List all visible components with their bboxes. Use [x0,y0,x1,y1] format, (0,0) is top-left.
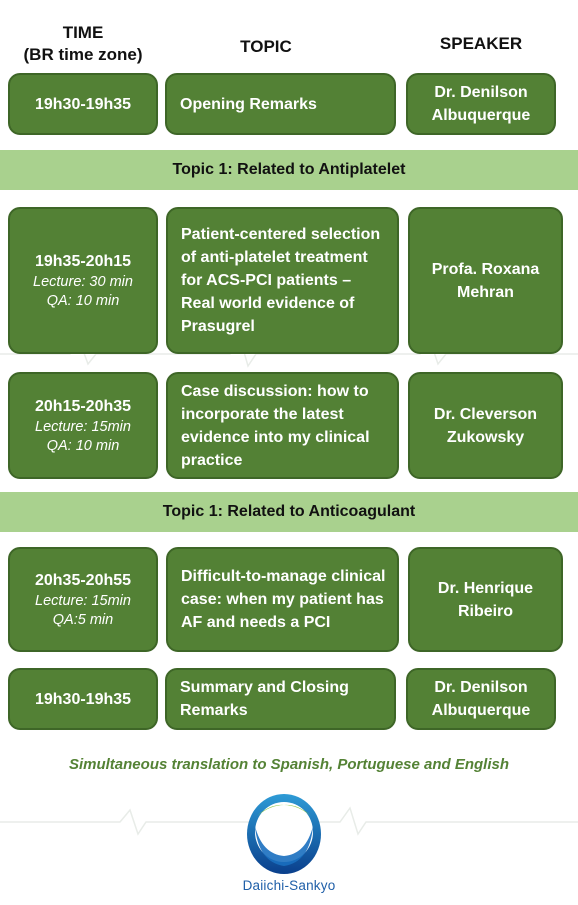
speaker-column-header: SPEAKER [439,34,523,53]
time-header-label: TIME [62,23,104,42]
speaker-name-line: Zukowsky [446,428,525,446]
section-band-label: Topic 1: Related to Anticoagulant [162,503,416,520]
topic-cell [166,372,399,479]
qa-duration: QA:5 min [52,612,114,628]
topic-text: Summary and Closing Remarks [180,679,349,719]
brand-name: Daiichi-Sankyo [242,878,336,893]
time-text: 20h35-20h55 [34,572,132,589]
speaker-cell [408,372,563,479]
topic-cell [166,547,399,652]
topic-cell [165,668,396,730]
lecture-duration: Lecture: 30 min [33,274,133,290]
speaker-name-line: Dr. Denilson [434,679,528,696]
time-text: 20h15-20h35 [34,398,132,415]
section-band-antiplatelet [0,150,578,190]
speaker-name-line: Dr. Cleverson [433,405,538,423]
translation-note: Simultaneous translation to Spanish, Portuguese and English [68,756,510,773]
topic-cell [165,73,396,135]
speaker-cell [406,73,556,135]
time-cell [8,73,158,135]
time-zone-label: (BR time zone) [23,45,143,64]
speaker-name-line: Dr. Henrique [437,579,534,597]
topic-text: Opening Remarks [180,95,317,113]
section-band-anticoagulant [0,492,578,532]
speaker-name-line: Profa. Roxana [431,260,540,278]
time-cell [8,207,158,354]
lecture-duration: Lecture: 15min [35,593,131,609]
time-text: 19h30-19h35 [34,690,132,708]
time-column-header [8,22,158,66]
topic-column-header: TOPIC [240,37,292,56]
speaker-name-line: Ribeiro [457,602,514,620]
speaker-name-line: Albuquerque [431,702,531,719]
section-band-label: Topic 1: Related to Antiplatelet [172,161,406,178]
qa-duration: QA: 10 min [46,438,120,454]
speaker-cell [408,207,563,354]
speaker-cell [408,547,563,652]
speaker-name-line: Albuquerque [431,107,531,124]
speaker-cell [406,668,556,730]
qa-duration: QA: 10 min [46,293,120,309]
topic-text: Patient-centered selection of anti-platelet treatment for ACS-PCI patients – Real world evidence of Prasugrel [181,226,381,335]
topic-text: Case discussion: how to incorporate the latest evidence into my clinical practice [181,382,370,469]
time-cell [8,547,158,652]
topic-text: Difficult-to-manage clinical case: when my patient has AF and needs a PCI [181,568,386,631]
time-text: 19h35-20h15 [34,253,132,270]
time-cell [8,372,158,479]
speaker-name-line: Dr. Denilson [434,84,528,101]
time-cell [8,668,158,730]
lecture-duration: Lecture: 15min [35,419,131,435]
daiichi-sankyo-logo-icon [244,792,324,876]
speaker-name-line: Mehran [457,283,514,301]
topic-cell [166,207,399,354]
time-text: 19h30-19h35 [34,95,132,113]
